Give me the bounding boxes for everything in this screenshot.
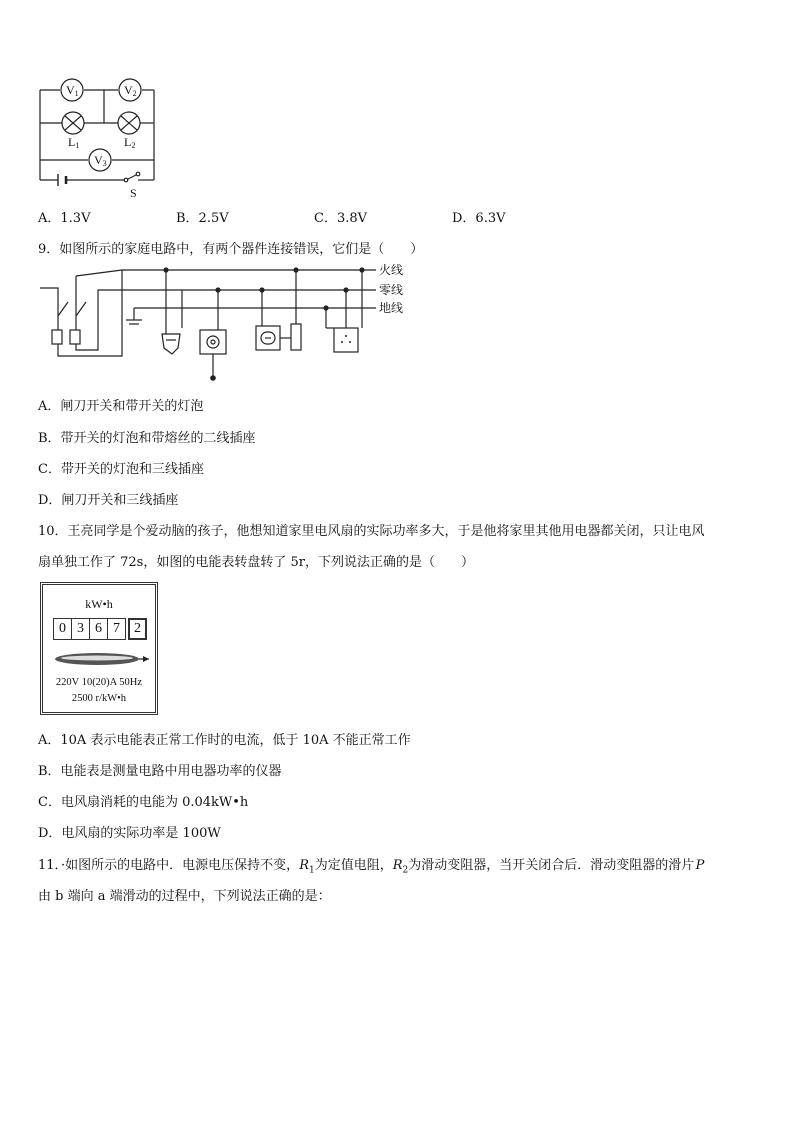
l2-label: L — [124, 135, 132, 149]
meter-disc — [51, 649, 151, 669]
v3-symbol: V — [94, 153, 103, 167]
switch-label: S — [130, 186, 137, 200]
q8-option-d: D．6.3V — [452, 211, 506, 226]
svg-text:V3: V3 — [94, 153, 107, 168]
r2-symbol: R — [392, 858, 403, 873]
q10-option-c: C．电风扇消耗的电能为 0.04kW•h — [38, 795, 249, 810]
q10-option-d: D．电风扇的实际功率是 100W — [38, 826, 221, 841]
r1-symbol: R — [299, 858, 309, 873]
q10-option-b: B．电能表是测量电路中用电器功率的仪器 — [38, 764, 282, 779]
meter-unit: kW•h — [85, 597, 113, 611]
meter-digit: 6 — [90, 618, 108, 640]
meter-spec-line2: 2500 r/kW•h — [71, 693, 127, 704]
svg-text:L2: L2 — [124, 135, 136, 150]
meter-digit: 0 — [53, 618, 72, 640]
meter-digit: 7 — [108, 618, 126, 640]
neutral-wire-label: 零线 — [379, 283, 404, 297]
meter-digits — [53, 618, 147, 640]
meter-digit: 3 — [72, 618, 90, 640]
q10-option-a: A．10A 表示电能表正常工作时的电流，低于 10A 不能正常工作 — [38, 733, 411, 748]
p-symbol: P — [695, 858, 705, 873]
svg-text:V2: V2 — [124, 83, 137, 98]
meter-spec-line1: 220V 10(20)A 50Hz — [55, 677, 143, 688]
q9-option-d: D．闸刀开关和三线插座 — [38, 493, 179, 508]
svg-text:V1: V1 — [66, 83, 79, 98]
svg-text:L1: L1 — [68, 135, 80, 150]
q9-option-a: A．闸刀开关和带开关的灯泡 — [38, 399, 204, 414]
q11-stem-line1: 11．·如图所示的电路中．电源电压保持不变，$R_1$为定值电阻，$R_2$为滑动变阻器，当开关闭合后．滑动变阻器的滑片 P — [38, 858, 705, 876]
energy-meter — [40, 582, 158, 715]
live-wire-label: 火线 — [379, 263, 404, 277]
q10-stem-line2: 扇单独工作了 72s，如图的电能表转盘转了 5r，下列说法正确的是（ ） — [38, 555, 474, 570]
q9-household-circuit — [36, 262, 416, 386]
v1-symbol: V — [66, 83, 75, 97]
q9-option-c: C．带开关的灯泡和三线插座 — [38, 462, 204, 477]
v2-symbol: V — [124, 83, 133, 97]
q8-option-b: B．2.5V — [176, 211, 229, 226]
q8-option-a: A．1.3V — [38, 211, 91, 226]
q9-option-b: B．带开关的灯泡和带熔丝的二线插座 — [38, 431, 256, 446]
ground-wire-label: 地线 — [379, 301, 404, 315]
q8-option-c: C．3.8V — [314, 211, 368, 226]
q11-stem-line2: 由 b 端向 a 端滑动的过程中，下列说法正确的是： — [38, 889, 331, 904]
l1-label: L — [68, 135, 76, 149]
meter-digit-decimal: 2 — [128, 618, 147, 640]
q8-circuit-diagram — [34, 76, 164, 200]
q10-stem-line1: 10．王亮同学是个爱动脑的孩子，他想知道家里电风扇的实际功率多大，于是他将家里其他用电器都关闭，只让电风 — [38, 524, 705, 539]
q9-stem: 9．如图所示的家庭电路中，有两个器件连接错误，它们是（ ） — [38, 242, 424, 257]
